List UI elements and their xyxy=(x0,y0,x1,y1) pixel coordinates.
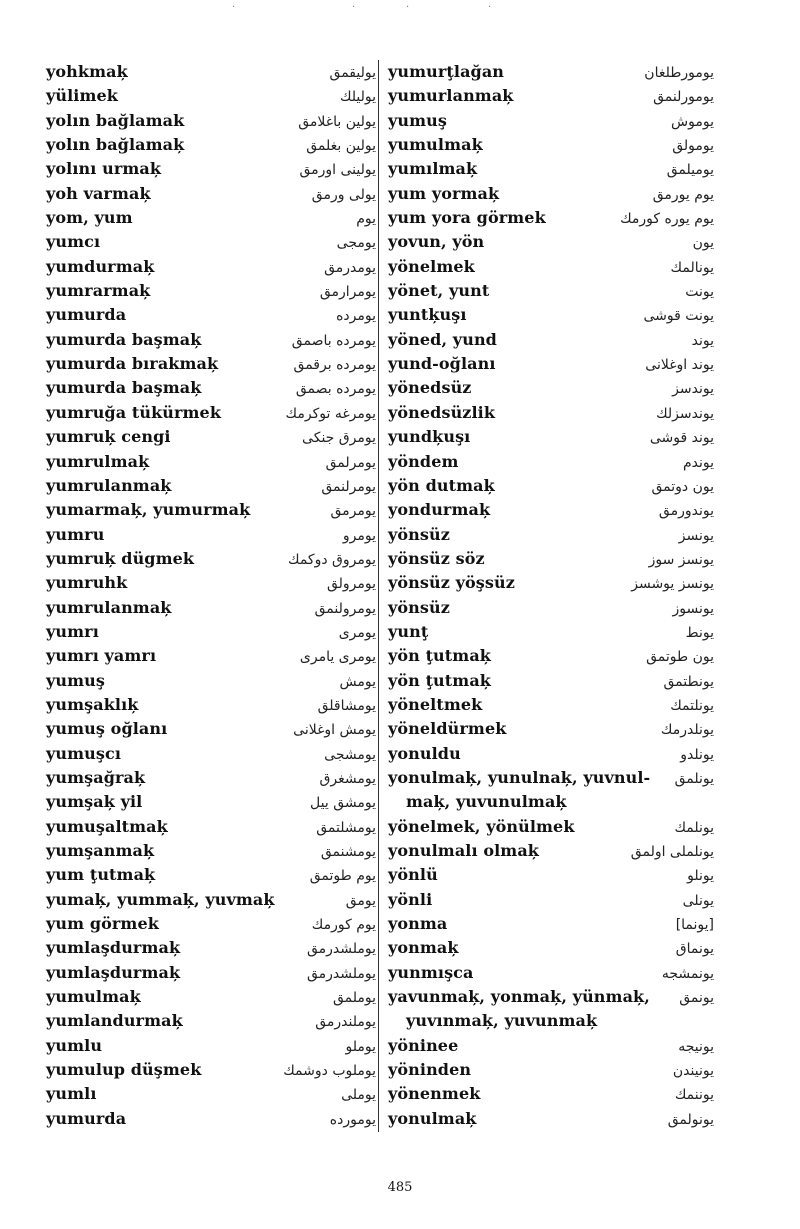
ottoman-script: یومری xyxy=(338,624,376,641)
headword: yumcı xyxy=(46,232,101,252)
ottoman-script: یونسز یوشسز xyxy=(631,576,714,593)
headword: yön dutmaķ xyxy=(388,475,495,495)
headword: yunmışca xyxy=(388,962,474,982)
dictionary-entry xyxy=(46,888,376,912)
ottoman-script: یومرق جنکی xyxy=(302,430,376,447)
headword: yoh varmaķ xyxy=(46,183,151,203)
dictionary-entry xyxy=(46,450,376,474)
headword: yönsüz söz xyxy=(388,548,485,568)
ottoman-script: یومجی xyxy=(336,235,376,252)
ottoman-script: یوننمك xyxy=(674,1087,714,1104)
headword: yumaķ, yummaķ, yuvmaķ xyxy=(46,889,275,909)
dictionary-entry xyxy=(388,620,714,644)
ottoman-script: یومورده xyxy=(329,1111,376,1128)
headword-continuation: maķ, yuvunulmaķ xyxy=(406,792,567,812)
ottoman-script: یومرده برقمق xyxy=(293,357,376,374)
headword: yumşaķ yil xyxy=(46,792,143,812)
dictionary-entry xyxy=(388,1107,714,1131)
dictionary-entry xyxy=(46,863,376,887)
dictionary-entry xyxy=(46,790,376,814)
dictionary-entry xyxy=(388,230,714,254)
dictionary-entry xyxy=(46,1082,376,1106)
headword: yönenmek xyxy=(388,1084,481,1104)
ottoman-script: یوم کورمك xyxy=(311,917,376,934)
headword: yumlaşdurmaķ xyxy=(46,962,181,982)
headword: yum yora görmek xyxy=(388,208,546,228)
headword: yumrulmaķ xyxy=(46,451,150,471)
ottoman-script: یومشجی xyxy=(324,746,376,763)
dictionary-entry xyxy=(388,182,714,206)
ottoman-script: یونلی xyxy=(682,892,714,909)
headword: yöneltmek xyxy=(388,694,483,714)
ottoman-script: یوملشدرمق xyxy=(306,965,376,982)
headword: yumurţlağan xyxy=(388,62,505,81)
headword: yumrı yamrı xyxy=(46,646,157,666)
ottoman-script: یونسوز xyxy=(672,600,714,617)
dictionary-entry xyxy=(388,1058,714,1082)
dictionary-entry xyxy=(388,474,714,498)
headword: yolın bağlamak xyxy=(46,110,185,130)
dictionary-entry xyxy=(388,742,714,766)
headword: yumarmaķ, yumurmaķ xyxy=(46,500,251,520)
dictionary-entry xyxy=(388,425,714,449)
ottoman-script: یونسز سوز xyxy=(648,551,714,568)
ottoman-script: یومشاقلق xyxy=(317,697,376,714)
ottoman-script: یوملمق xyxy=(332,990,376,1007)
headword: yöndem xyxy=(388,451,459,471)
dictionary-entry xyxy=(388,547,714,571)
headword: yumuşcı xyxy=(46,743,122,763)
headword: yumlaşdurmaķ xyxy=(46,938,181,958)
dictionary-entry xyxy=(388,109,714,133)
ottoman-script: یومش xyxy=(339,673,376,690)
dictionary-entry xyxy=(46,644,376,668)
headword: yumlandurmaķ xyxy=(46,1011,183,1031)
headword: yolın bağlamaķ xyxy=(46,135,185,155)
headword: yumrı xyxy=(46,621,99,641)
headword: yülimek xyxy=(46,86,118,106)
headword: yumruğa tükürmek xyxy=(46,402,222,422)
dictionary-entry xyxy=(388,401,714,425)
headword: yönelmek, yönülmek xyxy=(388,816,575,836)
headword: yön ţutmaķ xyxy=(388,646,491,666)
headword: yondurmaķ xyxy=(388,500,491,520)
ottoman-script: یونت xyxy=(685,284,714,301)
ottoman-script: یونالمك xyxy=(670,259,714,276)
dictionary-entry xyxy=(388,644,714,668)
headword: yumlı xyxy=(46,1084,97,1104)
dictionary-entry xyxy=(388,863,714,887)
ottoman-script: یولی ورمق xyxy=(311,186,376,203)
headword: yonulmalı olmaķ xyxy=(388,841,539,860)
ottoman-script: یونطتمق xyxy=(663,673,714,690)
ottoman-script: یومشنمق xyxy=(320,844,376,860)
headword: yumşaklıķ xyxy=(46,694,139,714)
dictionary-entry xyxy=(388,936,714,960)
ottoman-script: یولینی اورمق xyxy=(299,162,376,179)
right-column xyxy=(388,60,714,1131)
headword: yumşanmaķ xyxy=(46,841,155,860)
headword: yönelmek xyxy=(388,256,475,276)
ottoman-script: یومولق xyxy=(672,138,714,155)
ottoman-script: یوم xyxy=(356,211,376,228)
headword: yavunmaķ, yonmaķ, yünmaķ, xyxy=(388,987,650,1007)
headword: yum ţutmaķ xyxy=(46,865,156,885)
ottoman-script: یوندم xyxy=(682,454,714,471)
top-margin-marks: · · · · xyxy=(232,2,492,13)
ottoman-script: یونلملی اولمق xyxy=(630,844,714,860)
ottoman-script: یومرو xyxy=(342,527,376,544)
ottoman-script: یونیندن xyxy=(672,1063,714,1080)
headword: yönli xyxy=(388,889,433,909)
dictionary-entry xyxy=(46,669,376,693)
ottoman-script: یومرولنمق xyxy=(314,600,376,617)
headword: yöninee xyxy=(388,1035,459,1055)
headword: yumurda xyxy=(46,1108,127,1128)
ottoman-script: یومرولق xyxy=(326,576,376,593)
ottoman-script: یونلو xyxy=(687,868,714,885)
headword: yön ţutmaķ xyxy=(388,670,491,690)
ottoman-script: یونسز xyxy=(678,527,714,544)
ottoman-script: یومدرمق xyxy=(324,259,376,276)
headword: yundķuşı xyxy=(388,427,471,447)
headword: yöneldürmek xyxy=(388,719,507,739)
headword: yumşağraķ xyxy=(46,767,146,787)
dictionary-entry xyxy=(46,109,376,133)
headword: yom, yum xyxy=(46,208,133,228)
ottoman-script: یومرغه توکرمك xyxy=(285,405,376,422)
dictionary-entry xyxy=(46,328,376,352)
ottoman-script: یومشغرق xyxy=(319,770,376,787)
dictionary-entry xyxy=(46,425,376,449)
dictionary-entry xyxy=(388,717,714,741)
headword: yönedsüzlik xyxy=(388,402,496,422)
dictionary-entry xyxy=(46,523,376,547)
dictionary-entry xyxy=(388,450,714,474)
ottoman-script: یومرده xyxy=(336,308,376,325)
ottoman-script: یومرلمق xyxy=(325,454,376,471)
ottoman-script: یولین بغلمق xyxy=(306,138,376,155)
dictionary-entry xyxy=(46,498,376,522)
headword: yumulmaķ xyxy=(46,987,141,1007)
dictionary-entry xyxy=(46,693,376,717)
dictionary-entry xyxy=(46,620,376,644)
dictionary-entry xyxy=(46,912,376,936)
headword: yumurda bırakmaķ xyxy=(46,354,219,374)
dictionary-entry xyxy=(388,693,714,717)
dictionary-entry xyxy=(46,376,376,400)
dictionary-entry xyxy=(388,328,714,352)
headword: yönsüz yöşsüz xyxy=(388,573,515,593)
headword: yolını urmaķ xyxy=(46,159,162,179)
dictionary-entry xyxy=(46,766,376,790)
ottoman-script: یونولمق xyxy=(667,1111,714,1128)
ottoman-script: یوندورمق xyxy=(658,503,714,520)
ottoman-script: یوملو xyxy=(345,1038,376,1055)
ottoman-script: یومروق دوکمك xyxy=(288,551,376,568)
dictionary-entry xyxy=(46,961,376,985)
ottoman-script: یولیقمق xyxy=(329,65,376,81)
headword: yumdurmaķ xyxy=(46,256,155,276)
dictionary-entry xyxy=(46,60,376,84)
dictionary-entry xyxy=(388,352,714,376)
ottoman-script: یون طوتمق xyxy=(646,649,714,666)
headword: yohkmaķ xyxy=(46,62,128,81)
headword: yönedsüz xyxy=(388,378,472,398)
ottoman-script: یونلمق xyxy=(674,770,714,787)
ottoman-script: یونلدرمك xyxy=(660,722,714,739)
headword: yumılmaķ xyxy=(388,159,478,179)
dictionary-entry xyxy=(46,547,376,571)
headword: yovun, yön xyxy=(388,232,485,252)
ottoman-script: یومرلنمق xyxy=(321,478,376,495)
headword: yonulmaķ xyxy=(388,1108,477,1128)
ottoman-script: یوم طوتمق xyxy=(309,868,376,885)
ottoman-script: یولین باغلامق xyxy=(298,113,376,130)
ottoman-script: یونلتمك xyxy=(670,697,714,714)
ottoman-script: یوملی xyxy=(341,1087,376,1104)
dictionary-entry xyxy=(388,985,714,1034)
ottoman-script: یوم یوره کورمك xyxy=(620,211,714,228)
dictionary-entry xyxy=(388,133,714,157)
headword-continuation: yuvınmaķ, yuvunmaķ xyxy=(406,1011,598,1031)
dictionary-entry xyxy=(46,936,376,960)
ottoman-script: یونمق xyxy=(679,990,714,1007)
dictionary-entry xyxy=(46,717,376,741)
ottoman-script: یوندسزلك xyxy=(656,405,714,422)
dictionary-entry xyxy=(46,1058,376,1082)
page-number: 485 xyxy=(387,1180,413,1195)
headword: yumruķ dügmek xyxy=(46,548,195,568)
dictionary-entry xyxy=(388,1034,714,1058)
dictionary-entry xyxy=(46,839,376,863)
headword: yönet, yunt xyxy=(388,281,490,301)
dictionary-entry xyxy=(46,352,376,376)
ottoman-script: یومق xyxy=(345,892,376,909)
headword: yonuldu xyxy=(388,743,461,763)
headword: yönsüz xyxy=(388,597,450,617)
dictionary-entry xyxy=(388,669,714,693)
headword: yönsüz xyxy=(388,524,450,544)
headword: yumlu xyxy=(46,1035,103,1055)
headword: yonma xyxy=(388,914,448,934)
dictionary-entry xyxy=(388,912,714,936)
ottoman-script: یومشق ییل xyxy=(310,795,376,812)
headword: yumulmaķ xyxy=(388,135,483,155)
ottoman-script: یون دوتمق xyxy=(651,478,714,495)
headword: yum yormaķ xyxy=(388,183,500,203)
ottoman-script: یوند قوشی xyxy=(649,430,714,447)
ottoman-script: یومرارمق xyxy=(319,284,376,301)
headword: yum görmek xyxy=(46,914,159,934)
ottoman-script: یومورطلغان xyxy=(644,65,714,81)
ottoman-script: یومرده باصمق xyxy=(291,332,376,349)
ottoman-script: یونط xyxy=(685,624,714,641)
dictionary-entry xyxy=(46,230,376,254)
dictionary-entry xyxy=(46,474,376,498)
headword: yunţ xyxy=(388,621,429,641)
ottoman-script: یونلدو xyxy=(680,746,714,763)
headword: yumrulanmaķ xyxy=(46,597,172,617)
ottoman-script: یوندسز xyxy=(672,381,714,398)
dictionary-entry xyxy=(388,839,714,863)
ottoman-script: یونلمك xyxy=(674,819,714,836)
ottoman-script: یومشلتمق xyxy=(316,819,376,836)
headword: yöninden xyxy=(388,1060,472,1080)
ottoman-script: [یونما] xyxy=(675,917,714,934)
column-divider xyxy=(378,60,379,1132)
headword: yumurlanmaķ xyxy=(388,86,514,106)
dictionary-entry xyxy=(46,596,376,620)
dictionary-entry xyxy=(388,961,714,985)
headword: yumulup düşmek xyxy=(46,1060,202,1080)
headword: yumurda başmaķ xyxy=(46,329,202,349)
dictionary-entry xyxy=(388,815,714,839)
ottoman-script: یومورلنمق xyxy=(653,89,714,106)
headword: yumrarmaķ xyxy=(46,281,151,301)
ottoman-script: یوم یورمق xyxy=(652,186,714,203)
ottoman-script: یومرمق xyxy=(330,503,376,520)
dictionary-entry xyxy=(46,279,376,303)
left-column xyxy=(46,60,376,1131)
headword: yumruķ cengi xyxy=(46,427,171,447)
ottoman-script: یومری یامری xyxy=(299,649,376,666)
headword: yumrulanmaķ xyxy=(46,475,172,495)
headword: yumurda xyxy=(46,305,127,325)
dictionary-entry xyxy=(388,279,714,303)
dictionary-entry xyxy=(388,888,714,912)
dictionary-entry xyxy=(388,84,714,108)
dictionary-entry xyxy=(46,815,376,839)
ottoman-script: یوملشدرمق xyxy=(306,941,376,958)
dictionary-entry xyxy=(388,1082,714,1106)
dictionary-entry xyxy=(388,206,714,230)
dictionary-entry xyxy=(46,571,376,595)
ottoman-script: یون xyxy=(692,235,714,252)
dictionary-entry xyxy=(388,60,714,84)
dictionary-entry xyxy=(46,84,376,108)
dictionary-entry xyxy=(46,182,376,206)
dictionary-entry xyxy=(46,303,376,327)
dictionary-entry xyxy=(388,303,714,327)
ottoman-script: یوملوب دوشمك xyxy=(283,1063,376,1080)
headword: yonulmaķ, yunulnaķ, yuvnul- xyxy=(388,767,651,787)
headword: yumuş oğlanı xyxy=(46,719,168,739)
headword: yund-oğlanı xyxy=(388,354,496,374)
dictionary-entry xyxy=(388,571,714,595)
headword: yuntķuşı xyxy=(388,305,467,325)
headword: yumuş xyxy=(388,110,447,130)
dictionary-entry xyxy=(388,376,714,400)
headword: yumru xyxy=(46,524,105,544)
headword: yonmaķ xyxy=(388,938,459,958)
dictionary-entry xyxy=(46,255,376,279)
ottoman-script: یونماق xyxy=(675,941,714,958)
dictionary-entry xyxy=(388,498,714,522)
dictionary-entry xyxy=(46,206,376,230)
ottoman-script: یوموش xyxy=(671,113,714,130)
headword: yöned, yund xyxy=(388,329,497,349)
dictionary-entry xyxy=(46,133,376,157)
dictionary-entry xyxy=(46,1034,376,1058)
ottoman-script: یومیلمق xyxy=(666,162,714,179)
dictionary-entry xyxy=(46,742,376,766)
dictionary-entry xyxy=(46,1009,376,1033)
ottoman-script: یونیجه xyxy=(678,1038,714,1055)
ottoman-script: یومش اوغلانی xyxy=(293,722,376,739)
dictionary-entry xyxy=(388,523,714,547)
ottoman-script: یونت قوشی xyxy=(643,308,714,325)
dictionary-entry xyxy=(388,596,714,620)
dictionary-entry xyxy=(46,985,376,1009)
ottoman-script: یومرده بصمق xyxy=(295,381,376,398)
headword: yumruhk xyxy=(46,573,128,593)
ottoman-script: یوند اوغلانی xyxy=(645,357,714,374)
headword: yumuş xyxy=(46,670,105,690)
dictionary-entry xyxy=(46,1107,376,1131)
headword: yumurda başmaķ xyxy=(46,378,202,398)
dictionary-entry xyxy=(388,255,714,279)
ottoman-script: یوند xyxy=(691,332,714,349)
dictionary-entry xyxy=(46,401,376,425)
dictionary-entry xyxy=(46,157,376,181)
headword: yönlü xyxy=(388,865,438,885)
ottoman-script: یونمشجه xyxy=(661,965,714,982)
dictionary-entry xyxy=(388,766,714,815)
ottoman-script: یوملندرمق xyxy=(315,1014,376,1031)
headword: yumuşaltmaķ xyxy=(46,816,168,836)
ottoman-script: یولیلك xyxy=(339,89,376,106)
dictionary-entry xyxy=(388,157,714,181)
